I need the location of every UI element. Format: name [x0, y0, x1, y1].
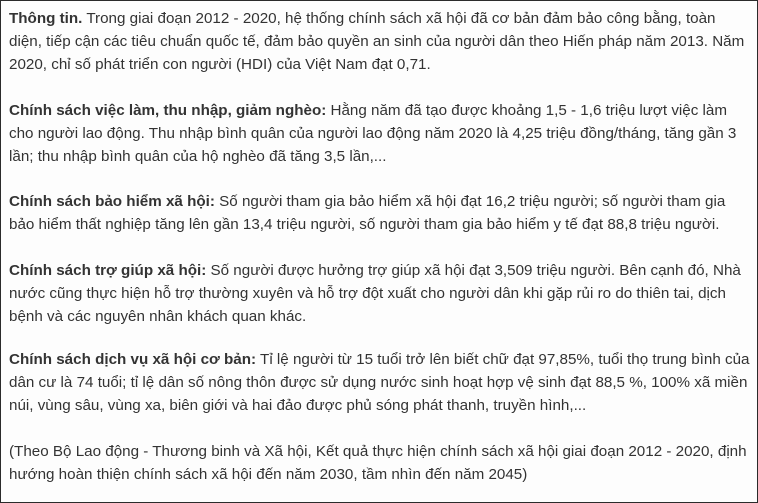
source-note: (Theo Bộ Lao động - Thương binh và Xã hội, Kết quả thực hiện chính sách xã hội giai đoạn 2012 - 2020, định hướng hoàn thiện chính sách xã hội đến năm 2030, tầm nhìn đến năm 2045)	[9, 443, 747, 483]
paragraph-text: Số người được hưởng trợ giúp xã hội đạt 3,509 triệu người. Bên cạnh đó, Nhà nước cũng thực hiện hỗ trợ thường xuyên và hỗ trợ đột xuất cho người dân khi gặp rủi ro do thiên tai, dịch bệnh và các nguyên nhân khách quan khác.	[9, 262, 741, 325]
paragraph-social-insurance-policy	[9, 190, 751, 236]
paragraph-heading: Chính sách dịch vụ xã hội cơ bản:	[9, 351, 257, 368]
paragraph-overview	[9, 7, 751, 76]
paragraph-heading: Thông tin.	[9, 10, 83, 27]
paragraph-text: Tỉ lệ người từ 15 tuổi trở lên biết chữ đạt 97,85%, tuổi thọ trung bình của dân cư là 74 tuổi; tỉ lệ dân số nông thôn được sử dụng nước sinh hoạt hợp vệ sinh đạt 88,5 %, 100% xã miền núi, vùng sâu, vùng xa, biên giới và hai đảo được phủ sóng phát thanh, truyền hình,...	[9, 351, 750, 414]
paragraph-text: Hằng năm đã tạo được khoảng 1,5 - 1,6 triệu lượt việc làm cho người lao động. Thu nhập bình quân của người lao động năm 2020 là 4,25 triệu đồng/tháng, tăng gần 3 lần; thu nhập bình quân của hộ nghèo đã tăng 3,5 lần,...	[9, 102, 737, 165]
paragraph-text: Trong giai đoạn 2012 - 2020, hệ thống chính sách xã hội đã cơ bản đảm bảo công bằng, toàn diện, tiếp cận các tiêu chuẩn quốc tế, đảm bảo quyền an sinh của người dân theo Hiến pháp năm 2013. Năm 2020, chỉ số phát triển con người (HDI) của Việt Nam đạt 0,71.	[9, 10, 745, 73]
paragraph-text: Số người tham gia bảo hiểm xã hội đạt 16,2 triệu người; số người tham gia bảo hiểm thất nghiệp tăng lên gần 13,4 triệu người, số người tham gia bảo hiểm y tế đạt 88,8 triệu người.	[9, 193, 726, 233]
paragraph-social-assistance-policy	[9, 259, 751, 328]
paragraph-basic-services-policy	[9, 348, 751, 417]
paragraph-employment-policy	[9, 99, 751, 168]
paragraph-heading: Chính sách trợ giúp xã hội:	[9, 262, 207, 279]
paragraph-heading: Chính sách bảo hiểm xã hội:	[9, 193, 215, 210]
paragraph-heading: Chính sách việc làm, thu nhập, giảm nghèo:	[9, 102, 327, 119]
